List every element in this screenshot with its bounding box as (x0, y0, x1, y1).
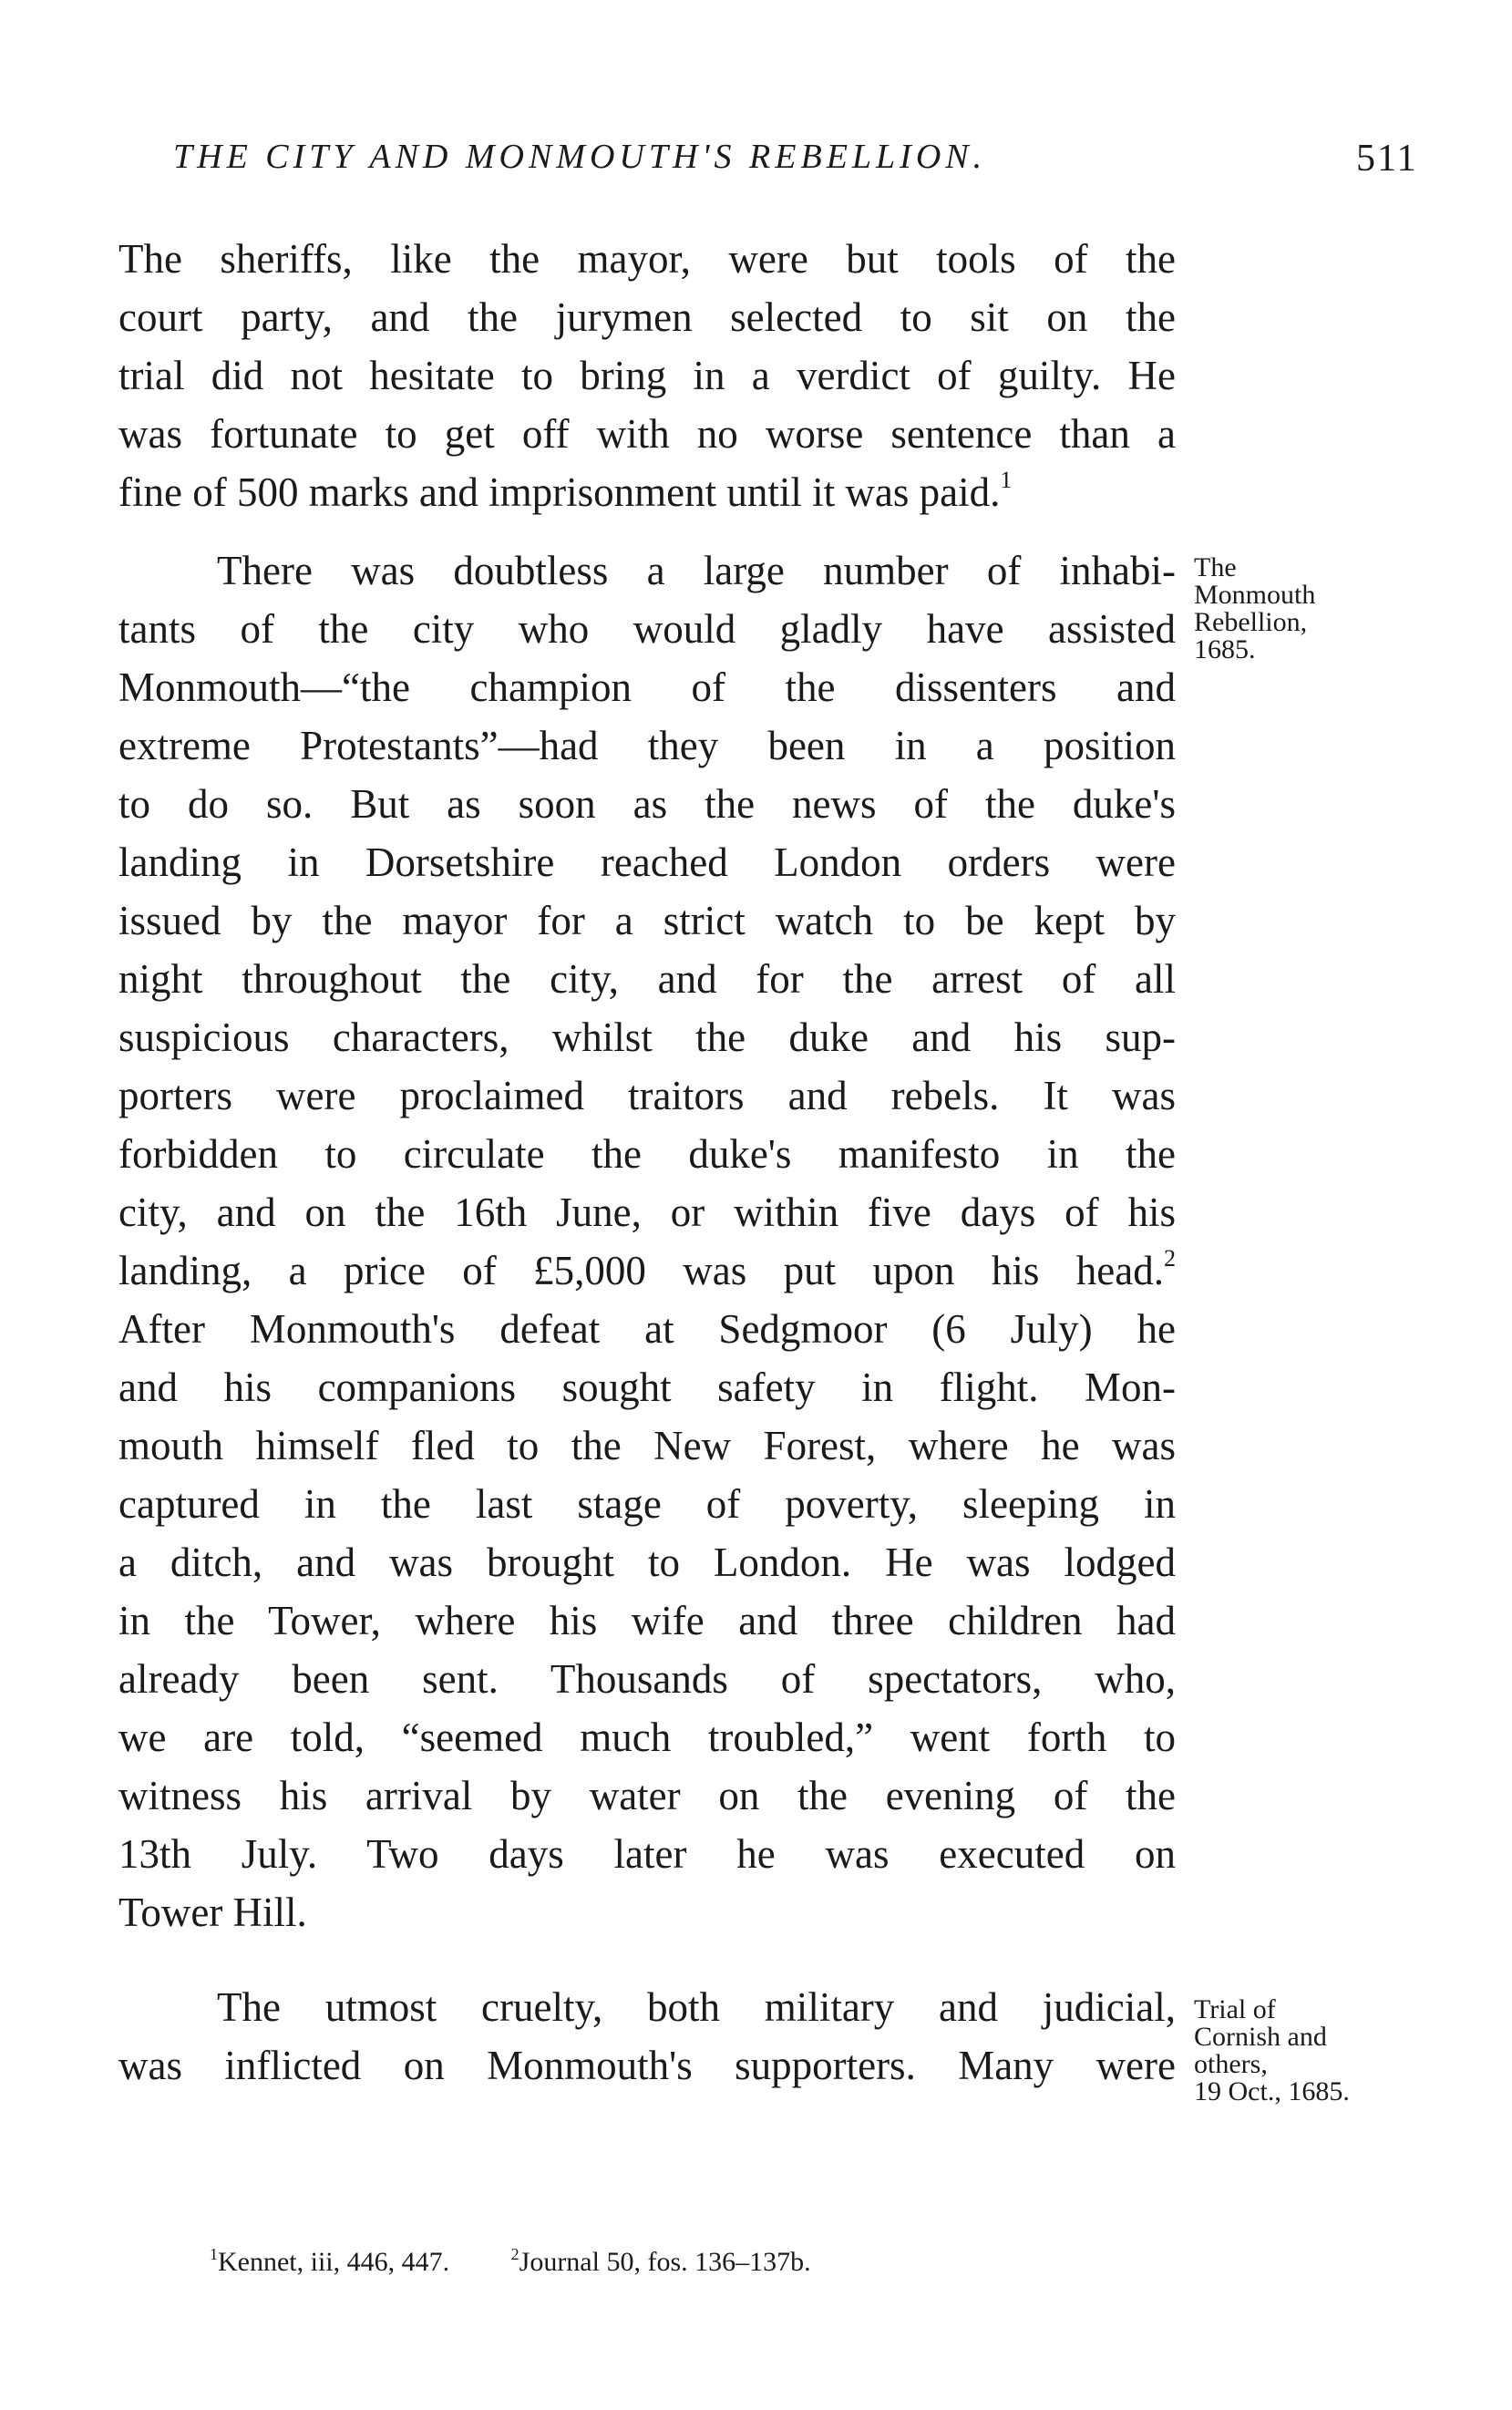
text-line: tants of the city who would gladly have assisted (118, 606, 1176, 652)
text-line (118, 467, 1176, 515)
text-line: to do so. But as soon as the news of the duke's (118, 781, 1176, 827)
footnote-text: Journal 50, fos. 136–137b. (519, 2247, 811, 2277)
text-line: we are told, “seemed much troubled,” went forth to (118, 1715, 1176, 1760)
margin-note-line: Rebellion, (1194, 607, 1308, 637)
text-line: mouth himself fled to the New Forest, where he was (118, 1423, 1176, 1468)
text-line: landing in Dorsetshire reached London orders were (118, 839, 1176, 885)
text-line-content: landing, a price of £5,000 was put upon his head. (118, 1248, 1164, 1293)
margin-note-monmouth-rebellion (1194, 554, 1315, 664)
text-line: already been sent. Thousands of spectators, who, (118, 1656, 1176, 1702)
text-line-content: fine of 500 marks and imprisonment until it was paid. (118, 469, 1001, 515)
text-line: forbidden to circulate the duke's manifesto in the (118, 1131, 1176, 1177)
footnote-ref: 2 (1164, 1245, 1176, 1272)
margin-note-line: The (1194, 552, 1237, 582)
text-line: city, and on the 16th June, or within five days of his (118, 1190, 1176, 1235)
footnote-1 (210, 2247, 449, 2278)
text-line: night throughout the city, and for the arrest of all (118, 956, 1176, 1002)
footnote-text: Kennet, iii, 446, 447. (218, 2247, 450, 2277)
margin-note-line: Trial of (1194, 1994, 1276, 2024)
page-number: 511 (1356, 138, 1418, 180)
text-line: After Monmouth's defeat at Sedgmoor (6 July) he (118, 1306, 1176, 1352)
margin-note-line: 19 Oct., 1685. (1194, 2076, 1350, 2106)
text-line: suspicious characters, whilst the duke and his sup- (118, 1014, 1176, 1060)
text-line: captured in the last stage of poverty, sleeping in (118, 1481, 1176, 1527)
text-line: The sheriffs, like the mayor, were but tools of the (118, 236, 1176, 282)
text-line: 13th July. Two days later he was executed on (118, 1831, 1176, 1877)
text-line: extreme Protestants”—had they been in a position (118, 723, 1176, 768)
running-title: THE CITY AND MONMOUTH'S REBELLION. (173, 138, 987, 176)
footnote-marker: 1 (210, 2245, 218, 2263)
text-line: and his companions sought safety in flight. Mon- (118, 1365, 1176, 1410)
margin-note-trial-of-cornish (1194, 1996, 1350, 2106)
text-line: in the Tower, where his wife and three children had (118, 1598, 1176, 1643)
text-line: a ditch, and was brought to London. He was lodged (118, 1540, 1176, 1585)
text-line: There was doubtless a large number of inhabi- (217, 548, 1176, 593)
text-line (118, 1245, 1176, 1293)
text-line: trial did not hesitate to bring in a verdict of guilty. He (118, 353, 1176, 398)
text-line: court party, and the jurymen selected to sit on the (118, 294, 1176, 340)
footnote-marker: 2 (510, 2245, 519, 2263)
text-line: was inflicted on Monmouth's supporters. Many were (118, 2043, 1176, 2088)
margin-note-line: Cornish and (1194, 2022, 1327, 2052)
text-line: issued by the mayor for a strict watch to be kept by (118, 898, 1176, 943)
margin-note-line: others, (1194, 2049, 1268, 2079)
text-line: Monmouth—“the champion of the dissenters and (118, 664, 1176, 710)
footnote-2 (511, 2247, 811, 2278)
footnote-ref: 1 (1000, 467, 1013, 493)
margin-note-line: Monmouth (1194, 580, 1316, 610)
text-line: witness his arrival by water on the evening of the (118, 1773, 1176, 1818)
text-line: porters were proclaimed traitors and rebels. It was (118, 1073, 1176, 1118)
footnotes (210, 2247, 866, 2278)
text-line: was fortunate to get off with no worse sentence than a (118, 411, 1176, 457)
text-line: The utmost cruelty, both military and judicial, (217, 1984, 1176, 2030)
margin-note-line: 1685. (1194, 634, 1256, 664)
text-line: Tower Hill. (118, 1890, 307, 1935)
